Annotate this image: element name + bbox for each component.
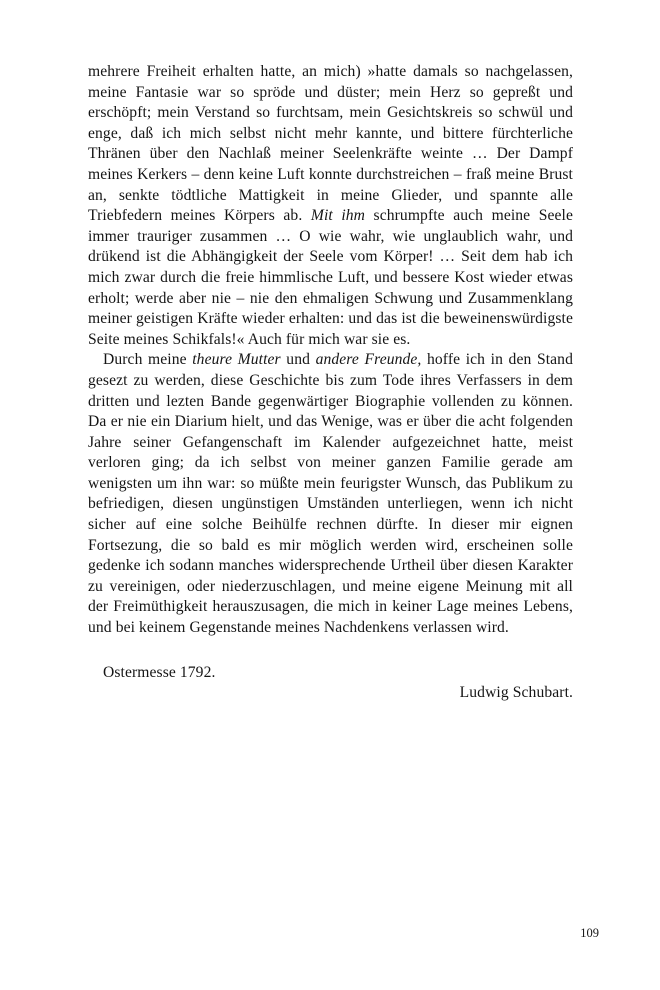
page-text-block — [88, 62, 573, 704]
paragraph-text: mehrere Freiheit erhalten hatte, an mich) »hatte damals so nachgelassen, meine Fantasie war so spröde und düster; mein Herz so gepreßt und erschöpft; mein Verstand so furchtsam, mein Gesichtskreis so schwül und enge, daß ich mich selbst nicht mehr kannte, und bittere fürchterliche Thränen über den Nachlaß meiner Seelenkräfte weinte … Der Dampf meines Kerkers – denn keine Luft konnte durchstreichen – fraß meine Brust an, senkte tödtliche Mattigkeit in meine Glieder, und spannte alle Triebfedern meines Körpers ab. — [88, 63, 573, 225]
paragraph-text-italic: Mit ihm — [310, 207, 366, 225]
paragraph-text-italic: andere Freunde, — [315, 351, 422, 369]
paragraph-text: hoffe ich in den Stand gesezt zu werden, diese Geschichte bis zum Tode ihres Verfassers in dem dritten und lezten Bande gegenwärtiger Biographie vollenden zu können. Da er nie ein Diarium hielt, und das Wenige, was er über die acht folgenden Jahre seiner Gefangenschaft im Kalender aufgezeichnet hatte, meist verloren ging; da ich selbst von meiner ganzen Familie gerade am wenigsten um ihn war: so müßte mein feurigster Wunsch, das Publikum zu befriedigen, diesen ungünstigen Umständen unterliegen, wenn ich nicht sicher auf eine solche Beihülfe rechnen dürfte. In dieser mir eignen Fortsezung, die so bald es mir möglich werden wird, erscheinen solle gedenke ich sodann manches widersprechende Urtheil über diesen Karakter zu vereinigen, oder niederzuschlagen, und meine eigene Meinung mit all der Freimüthigkeit herauszusagen, die mich in keiner Lage meines Lebens, und bei keinem Gegenstande meines Nachdenkens verlassen wird. — [88, 351, 573, 637]
dateline: Ostermesse 1792. — [103, 663, 216, 681]
paragraph-text-italic: theure Mutter — [192, 351, 281, 369]
paragraph-continuation — [88, 62, 573, 350]
page-number: 109 — [580, 926, 599, 940]
paragraph-text: und — [280, 351, 316, 369]
paragraph-text: Durch meine — [103, 351, 193, 369]
signature: Ludwig Schubart. — [459, 684, 573, 702]
paragraph-text: schrumpfte auch meine Seele immer trauriger zusammen … O wie wahr, wie unglaublich wahr, und drükend ist die Abhängigkeit der Seele vom Körper! … Seit dem hab ich mich zwar durch die freie himmlische Luft, und bessere Kost wieder etwas erholt; werde aber nie – nie den ehmaligen Schwung und Zusammenklang meiner geistigen Kräfte wieder erhalten: und das ist die beweinenswürdigste Seite meines Schikfals!« Auch für mich war sie es. — [88, 207, 573, 348]
paragraph — [88, 350, 573, 638]
